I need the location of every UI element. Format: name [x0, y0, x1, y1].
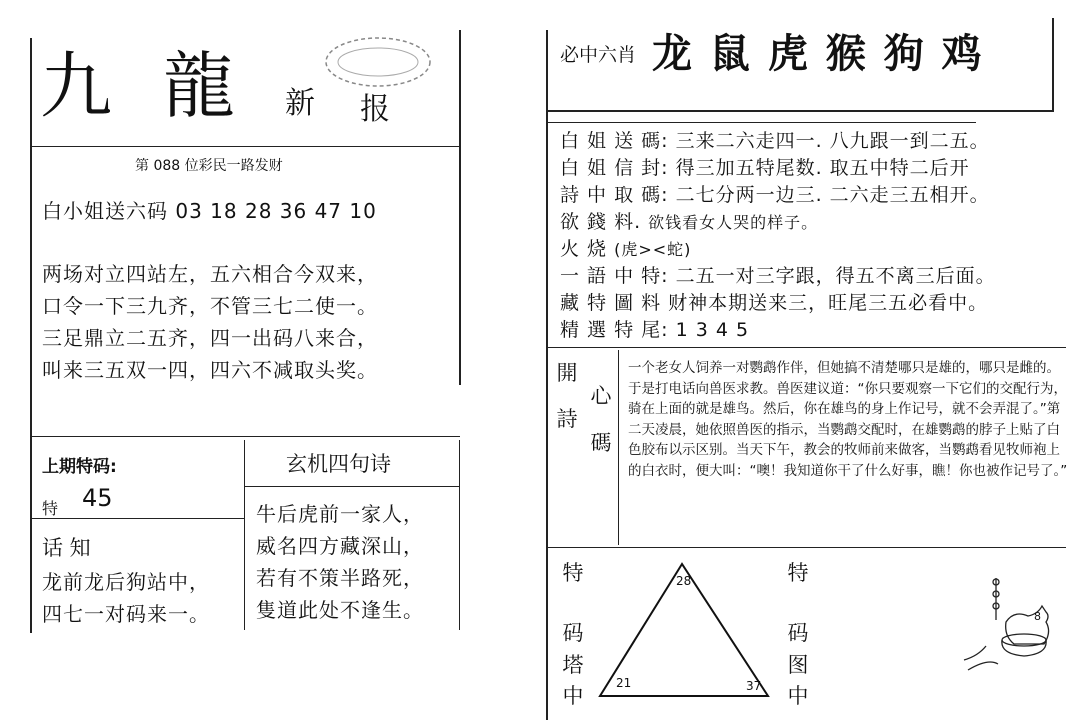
- row-label: 白 姐 送 碼:: [560, 130, 669, 152]
- row-text: 三来二六走四一. 八九跟一到二五。: [675, 130, 990, 152]
- row-label: 藏 特 圖 料: [560, 292, 662, 314]
- row-text: 二七分两一边三. 二六走三五相开。: [675, 184, 990, 206]
- seal-stamp: [322, 34, 434, 90]
- last-period-value: 45: [82, 484, 113, 512]
- info-row: [560, 315, 749, 342]
- row-text: 欲钱看女人哭的样子。: [648, 213, 819, 232]
- poem-line: 隻道此处不逢生。: [256, 598, 424, 622]
- info-row: [560, 180, 990, 207]
- tri-top-num: 28: [676, 574, 692, 588]
- poem-line: 牛后虎前一家人，: [256, 502, 424, 526]
- side-kai: 開: [556, 361, 578, 385]
- info-row: [560, 234, 691, 261]
- tri-left-num: 21: [616, 676, 632, 690]
- tri-left-char: 中: [562, 684, 584, 708]
- cat-illustration-icon: [958, 560, 1070, 680]
- tri-left-char: 塔: [562, 653, 584, 677]
- side-shi: 詩: [556, 407, 578, 431]
- tri-left-char: 码: [562, 621, 584, 645]
- poem-line: 威名四方藏深山，: [256, 534, 424, 558]
- tri-right-char: 码: [787, 621, 809, 645]
- side-xin: 心: [590, 384, 612, 408]
- huazhi-line: 龙前龙后狗站中，: [42, 570, 210, 594]
- row-text: (虎><蛇): [614, 240, 692, 259]
- masthead-xin: 新: [285, 86, 315, 121]
- last-period-label: 上期特码:: [42, 457, 117, 477]
- verse-line: 三足鼎立二五齐，四一出码八来合，: [42, 326, 378, 350]
- cat-num: 8: [1034, 610, 1041, 623]
- poem-title: 玄机四句诗: [286, 452, 391, 476]
- info-row: [560, 153, 970, 180]
- row-text: 二五一对三字跟，得五不离三后面。: [675, 265, 996, 287]
- row-label: 火 烧: [560, 238, 608, 260]
- huazhi-title: 话 知: [42, 536, 91, 560]
- tri-right-char: 图: [787, 653, 809, 677]
- row-text: 财神本期送来三，旺尾三五必看中。: [668, 292, 989, 314]
- masthead-title: 九 龍: [40, 44, 249, 128]
- info-row: [560, 207, 818, 234]
- tri-right-char: 特: [787, 561, 809, 585]
- row-label: 一 語 中 特:: [560, 265, 669, 287]
- header-animals: 龙 鼠 虎 猴 狗 鸡: [652, 31, 984, 77]
- verse-line: 两场对立四站左，五六相合今双来，: [42, 262, 378, 286]
- verse-line: 口令一下三九齐，不管三七二使一。: [42, 294, 378, 318]
- tri-left-char: 特: [562, 561, 584, 585]
- row-text: 1 3 4 5: [675, 319, 750, 341]
- verse-block: [42, 258, 378, 386]
- header-prefix: 必中六肖: [560, 44, 637, 66]
- huazhi-line: 四七一对码来一。: [42, 602, 210, 626]
- poem-line: 若有不策半路死，: [256, 566, 424, 590]
- side-ma: 碼: [590, 431, 612, 455]
- masthead-bao: 报: [360, 92, 390, 127]
- huazhi-block: [42, 566, 210, 630]
- tri-right-char: 中: [787, 684, 809, 708]
- row-label: 白 姐 信 封:: [560, 157, 669, 179]
- row-label: 精 選 特 尾:: [560, 319, 669, 341]
- six-codes: 白小姐送六码 03 18 28 36 47 10: [42, 199, 377, 223]
- tri-right-num: 37: [746, 679, 762, 693]
- info-row: [560, 126, 990, 153]
- issue-line: 第 088 位彩民一路发财: [135, 158, 283, 174]
- verse-line: 叫来三五双一四，四六不减取头奖。: [42, 358, 378, 382]
- info-row: [560, 288, 988, 315]
- poem-block: [256, 498, 424, 626]
- row-text: 得三加五特尾数. 取五中特二后开: [675, 157, 970, 179]
- story-text: 一个老女人饲养一对鹦鹉作伴，但她搞不清楚哪只是雄的，哪只是雌的。于是打电话向兽医求教。兽医建议道：“你只要观察一下它们的交配行为，骑在上面的就是雄鸟。然后，你在雄鸟的身上作记号，就不会弄混了。”第二天凌晨，她依照兽医的指示，当鹦鹉交配时，在雄鹦鹉的脖子上贴了白色胶布以示区别。当天下午，教会的牧师前来做客，当鹦鹉看见牧师袍上的白衣时，便大叫：“噢！我知道你干了什么好事，瞧！你也被作记号了。”: [628, 360, 1068, 479]
- row-label: 詩 中 取 碼:: [560, 184, 669, 206]
- info-row: [560, 261, 996, 288]
- row-label: 欲 錢 料.: [560, 211, 642, 233]
- last-period-te: 特: [42, 499, 59, 518]
